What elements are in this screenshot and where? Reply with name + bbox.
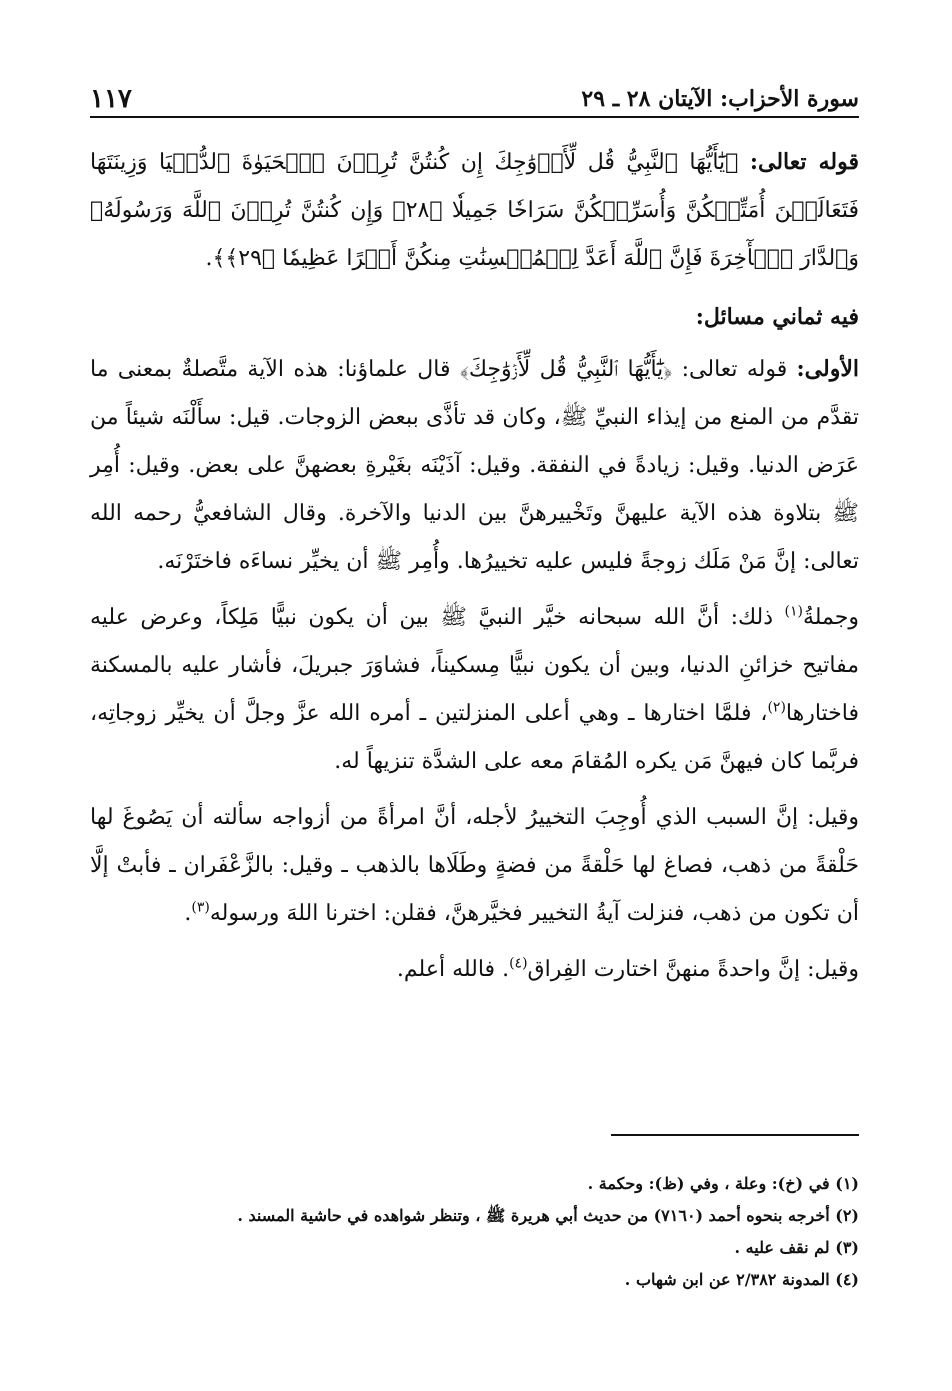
paragraph-separation — [90, 946, 859, 994]
section-heading: فيه ثماني مسائل: — [695, 304, 859, 330]
paragraph-text: . فالله أعلم. — [396, 957, 510, 982]
page-header — [90, 72, 859, 118]
paragraph-summary — [90, 594, 859, 786]
footnotes — [90, 1168, 859, 1296]
footnote-ref[interactable]: (٢) — [767, 699, 786, 716]
paragraph-text: وقيل: إنَّ السبب الذي أُوجِبَ التخييرُ لأجله، أنَّ امرأةً من أزواجه سألته أن يَصُوغَ لها حَلْقةً من ذهب، فصاغ لها حَلْقةً من فضةٍ وطَلَاها بالذهب ـ وقيل: بالزَّعْفَران ـ فأبتْ إلَّا أن تكون من ذهب، فنزلت آيةُ التخيير فخيَّرهنَّ، فقلن: اخترنا اللهَ ورسوله — [90, 805, 859, 926]
footnote-item: (٢) أخرجه بنحوه أحمد (٧١٦٠) من حديث أبي هريرة ﷺ ، وتنظر شواهده في حاشية المسند . — [237, 1206, 859, 1225]
page-number: ١١٧ — [90, 84, 132, 114]
paragraph-text: . — [184, 901, 192, 926]
main-text — [90, 138, 859, 1002]
verse-text: ﴿يَٰٓأَيُّهَا ٱلنَّبِيُّ قُل لِّأَزۡوَٰجِكَ إِن كُنتُنَّ تُرِدۡنَ ٱلۡحَيَوٰةَ ٱلدُّنۡيَا وَزِينَتَهَا فَتَعَالَيۡنَ أُمَتِّعۡكُنَّ وَأُسَرِّحۡكُنَّ سَرَاحٗا جَمِيلٗا ﴿٢٨﴾ وَإِن كُنتُنَّ تُرِدۡنَ ٱللَّهَ وَرَسُولَهُۥ وَٱلدَّارَ ٱلۡأٓخِرَةَ فَإِنَّ ٱللَّهَ أَعَدَّ لِلۡمُحۡسِنَٰتِ مِنكُنَّ أَجۡرًا عَظِيمٗا ﴿٢٩﴾﴾. — [90, 150, 859, 271]
paragraph-first-issue — [90, 345, 859, 586]
paragraph-text: وجملةُ — [802, 605, 859, 630]
footnote-ref[interactable]: (١) — [784, 603, 803, 620]
verse-label: قوله تعالى: — [749, 149, 860, 175]
quran-verse — [90, 138, 859, 283]
footnote-item: (١) في (خ): وعلة ، وفي (ظ): وحكمة . — [587, 1174, 859, 1193]
footnote-item: (٣) لم نقف عليه . — [734, 1238, 859, 1257]
footnote-ref[interactable]: (٣) — [191, 899, 210, 916]
paragraph-text: وقيل: إنَّ واحدةً منهنَّ اختارت الفِراق — [527, 957, 859, 982]
paragraph-text: ذلك: أنَّ الله سبحانه خيَّر النبيَّ ﷺ بين أن يكون نبيًّا مَلِكاً، وعرض عليه مفاتيح خزائنِ الدنيا، وبين أن يكون نبيًّا مِسكيناً، فشاوَرَ جبريلَ، فأشار عليه بالمسكنة فاختارها — [90, 605, 859, 726]
paragraph-text: قوله تعالى: ﴿يَٰٓأَيُّهَا ٱلنَّبِيُّ قُل لِّأَزۡوَٰجِكَ﴾ قال علماؤنا: هذه الآية متَّصلةٌ بمعنى ما تقدَّم من المنع من إيذاء النبيِّ ﷺ، وكان قد تأذَّى ببعض الزوجات. قيل: سأَلْنَه شيئاً من عَرَض الدنيا. وقيل: زيادةً في النفقة. وقيل: آذَيْنَه بغَيْرةِ بعضهنَّ على بعض. وقيل: أُمِر ﷺ بتلاوة هذه الآية عليهنَّ وتَخْييرهنَّ بين الدنيا والآخرة. وقال الشافعيُّ رحمه الله تعالى: إنَّ مَنْ مَلَك زوجةً فليس عليه تخييرُها. وأُمِر ﷺ أن يخيِّر نساءَه فاختَرْنَه. — [90, 357, 859, 574]
issue-label: الأولى: — [796, 356, 859, 382]
footnote-item: (٤) المدونة ٢/٣٨٢ عن ابن شهاب . — [624, 1270, 859, 1289]
running-title: سورة الأحزاب: الآيتان ٢٨ ـ ٢٩ — [581, 86, 859, 112]
footnote-divider — [611, 1134, 859, 1136]
paragraph-text: ، فلمَّا اختارها ـ وهي أعلى المنزلتين ـ أمره الله عزَّ وجلَّ أن يخيِّر زوجاتِه، فربَّما كان فيهنَّ مَن يكره المُقامَ معه على الشدَّة تنزيهاً له. — [90, 701, 859, 774]
paragraph-reason — [90, 794, 859, 938]
footnote-ref[interactable]: (٤) — [509, 955, 528, 972]
